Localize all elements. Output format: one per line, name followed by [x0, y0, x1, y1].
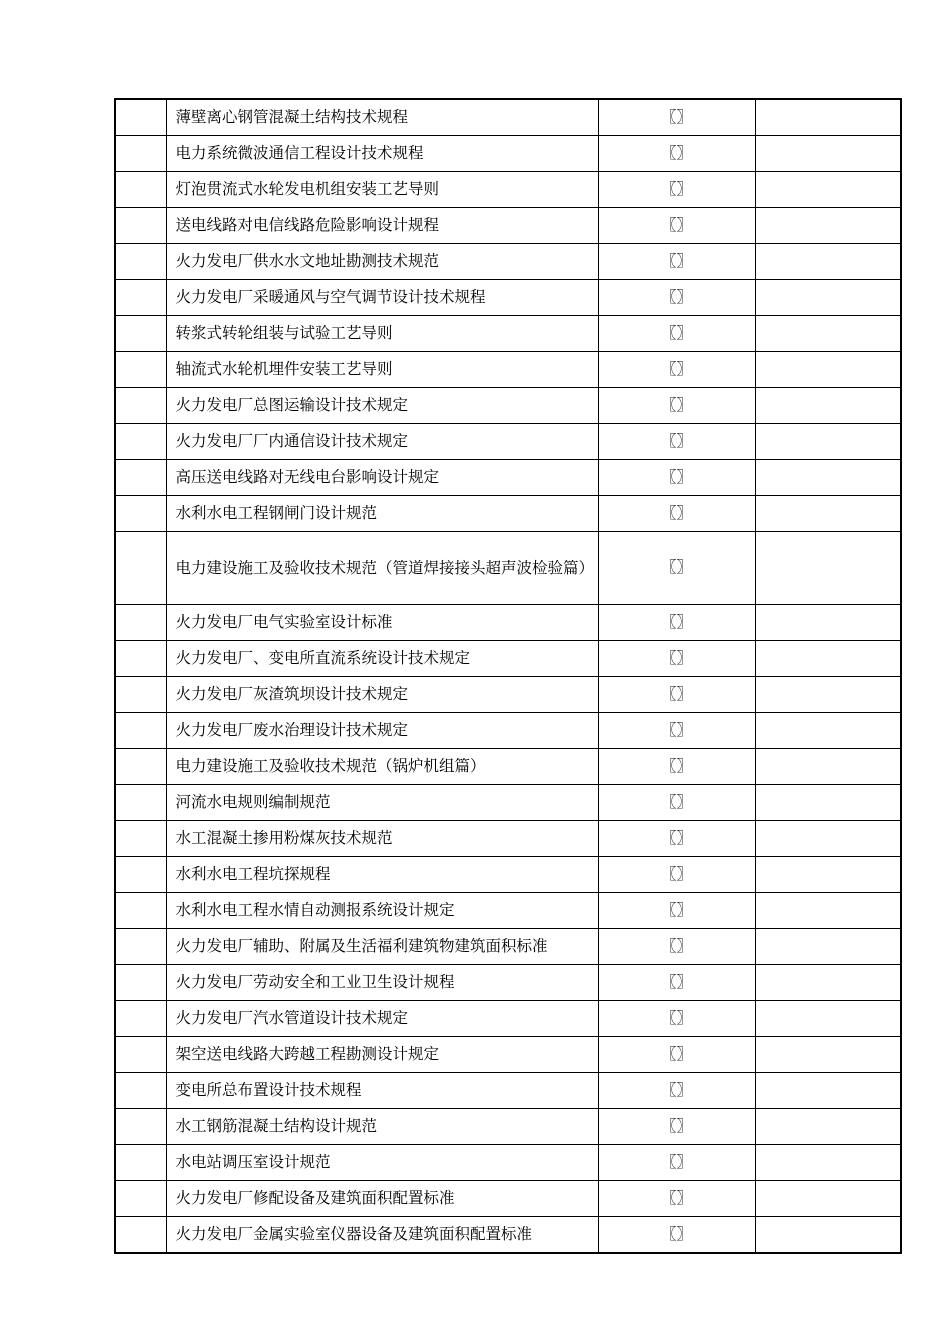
standard-code-cell: 〖〗	[598, 460, 755, 496]
table-row	[115, 1145, 901, 1181]
index-cell	[115, 1181, 166, 1217]
remark-cell	[755, 605, 901, 641]
table-row	[115, 1109, 901, 1145]
remark-cell	[755, 316, 901, 352]
standard-code-cell: 〖〗	[598, 1217, 755, 1254]
standard-name-cell: 电力建设施工及验收技术规范（锅炉机组篇）	[166, 749, 598, 785]
standard-name-cell: 火力发电厂厂内通信设计技术规定	[166, 424, 598, 460]
standards-table	[114, 98, 902, 1254]
index-cell	[115, 244, 166, 280]
index-cell	[115, 1217, 166, 1254]
index-cell	[115, 677, 166, 713]
standard-code-cell: 〖〗	[598, 496, 755, 532]
index-cell	[115, 388, 166, 424]
table-row	[115, 244, 901, 280]
standard-code-cell: 〖〗	[598, 749, 755, 785]
remark-cell	[755, 749, 901, 785]
index-cell	[115, 749, 166, 785]
standard-code-cell: 〖〗	[598, 316, 755, 352]
remark-cell	[755, 713, 901, 749]
index-cell	[115, 280, 166, 316]
standard-code-cell: 〖〗	[598, 136, 755, 172]
standard-code-cell: 〖〗	[598, 1001, 755, 1037]
table-row	[115, 929, 901, 965]
index-cell	[115, 713, 166, 749]
index-cell	[115, 929, 166, 965]
standard-name-cell: 火力发电厂辅助、附属及生活福利建筑物建筑面积标准	[166, 929, 598, 965]
standard-code-cell: 〖〗	[598, 1073, 755, 1109]
remark-cell	[755, 99, 901, 136]
index-cell	[115, 857, 166, 893]
remark-cell	[755, 821, 901, 857]
standard-code-cell: 〖〗	[598, 532, 755, 605]
index-cell	[115, 641, 166, 677]
standard-code-cell: 〖〗	[598, 99, 755, 136]
remark-cell	[755, 1073, 901, 1109]
standard-name-cell: 水电站调压室设计规范	[166, 1145, 598, 1181]
standard-code-cell: 〖〗	[598, 352, 755, 388]
standard-name-cell: 火力发电厂灰渣筑坝设计技术规定	[166, 677, 598, 713]
index-cell	[115, 532, 166, 605]
standard-code-cell: 〖〗	[598, 857, 755, 893]
standard-code-cell: 〖〗	[598, 1145, 755, 1181]
standard-code-cell: 〖〗	[598, 965, 755, 1001]
standard-name-cell: 变电所总布置设计技术规程	[166, 1073, 598, 1109]
table-row	[115, 713, 901, 749]
table-row	[115, 1001, 901, 1037]
standard-name-cell: 火力发电厂、变电所直流系统设计技术规定	[166, 641, 598, 677]
table-row	[115, 677, 901, 713]
index-cell	[115, 136, 166, 172]
index-cell	[115, 1037, 166, 1073]
remark-cell	[755, 893, 901, 929]
table-row	[115, 352, 901, 388]
standard-name-cell: 火力发电厂电气实验室设计标准	[166, 605, 598, 641]
remark-cell	[755, 1217, 901, 1254]
standard-name-cell: 灯泡贯流式水轮发电机组安装工艺导则	[166, 172, 598, 208]
index-cell	[115, 460, 166, 496]
remark-cell	[755, 677, 901, 713]
standard-name-cell: 送电线路对电信线路危险影响设计规程	[166, 208, 598, 244]
index-cell	[115, 352, 166, 388]
remark-cell	[755, 1181, 901, 1217]
remark-cell	[755, 460, 901, 496]
remark-cell	[755, 172, 901, 208]
standard-code-cell: 〖〗	[598, 1109, 755, 1145]
table-row	[115, 821, 901, 857]
remark-cell	[755, 532, 901, 605]
standard-name-cell: 火力发电厂劳动安全和工业卫生设计规程	[166, 965, 598, 1001]
table-row	[115, 532, 901, 605]
standard-code-cell: 〖〗	[598, 785, 755, 821]
standard-code-cell: 〖〗	[598, 605, 755, 641]
table-row	[115, 965, 901, 1001]
standard-name-cell: 火力发电厂供水水文地址勘测技术规范	[166, 244, 598, 280]
remark-cell	[755, 244, 901, 280]
table-row	[115, 641, 901, 677]
standard-code-cell: 〖〗	[598, 388, 755, 424]
remark-cell	[755, 136, 901, 172]
standard-code-cell: 〖〗	[598, 821, 755, 857]
standard-code-cell: 〖〗	[598, 208, 755, 244]
table-row	[115, 749, 901, 785]
table-row	[115, 280, 901, 316]
index-cell	[115, 172, 166, 208]
table-row	[115, 208, 901, 244]
index-cell	[115, 208, 166, 244]
standard-name-cell: 轴流式水轮机埋件安装工艺导则	[166, 352, 598, 388]
standard-name-cell: 水工钢筋混凝土结构设计规范	[166, 1109, 598, 1145]
standard-name-cell: 火力发电厂汽水管道设计技术规定	[166, 1001, 598, 1037]
standard-name-cell: 转浆式转轮组装与试验工艺导则	[166, 316, 598, 352]
standard-code-cell: 〖〗	[598, 893, 755, 929]
table-row	[115, 857, 901, 893]
table-row	[115, 424, 901, 460]
standard-name-cell: 火力发电厂总图运输设计技术规定	[166, 388, 598, 424]
standard-code-cell: 〖〗	[598, 424, 755, 460]
remark-cell	[755, 965, 901, 1001]
remark-cell	[755, 1109, 901, 1145]
standard-code-cell: 〖〗	[598, 1037, 755, 1073]
remark-cell	[755, 208, 901, 244]
standard-name-cell: 火力发电厂修配设备及建筑面积配置标准	[166, 1181, 598, 1217]
table-row	[115, 1073, 901, 1109]
standard-code-cell: 〖〗	[598, 929, 755, 965]
table-row	[115, 496, 901, 532]
standard-name-cell: 架空送电线路大跨越工程勘测设计规定	[166, 1037, 598, 1073]
index-cell	[115, 496, 166, 532]
remark-cell	[755, 857, 901, 893]
standard-code-cell: 〖〗	[598, 1181, 755, 1217]
table-row	[115, 893, 901, 929]
table-body	[115, 99, 901, 1253]
standard-code-cell: 〖〗	[598, 172, 755, 208]
remark-cell	[755, 929, 901, 965]
table-row	[115, 605, 901, 641]
standard-name-cell: 水利水电工程钢闸门设计规范	[166, 496, 598, 532]
remark-cell	[755, 388, 901, 424]
index-cell	[115, 99, 166, 136]
remark-cell	[755, 1037, 901, 1073]
table-row	[115, 316, 901, 352]
remark-cell	[755, 424, 901, 460]
remark-cell	[755, 1001, 901, 1037]
standard-code-cell: 〖〗	[598, 244, 755, 280]
table-row	[115, 172, 901, 208]
standard-name-cell: 薄壁离心钢管混凝土结构技术规程	[166, 99, 598, 136]
standard-name-cell: 电力系统微波通信工程设计技术规程	[166, 136, 598, 172]
table-row	[115, 99, 901, 136]
table-row	[115, 1037, 901, 1073]
table-row	[115, 1181, 901, 1217]
standard-name-cell: 水工混凝土掺用粉煤灰技术规范	[166, 821, 598, 857]
index-cell	[115, 605, 166, 641]
index-cell	[115, 1109, 166, 1145]
standard-name-cell: 电力建设施工及验收技术规范（管道焊接接头超声波检验篇）	[166, 532, 598, 605]
index-cell	[115, 1145, 166, 1181]
index-cell	[115, 424, 166, 460]
index-cell	[115, 893, 166, 929]
standard-code-cell: 〖〗	[598, 713, 755, 749]
remark-cell	[755, 496, 901, 532]
index-cell	[115, 1001, 166, 1037]
index-cell	[115, 785, 166, 821]
table-row	[115, 388, 901, 424]
remark-cell	[755, 352, 901, 388]
standard-name-cell: 火力发电厂废水治理设计技术规定	[166, 713, 598, 749]
standard-code-cell: 〖〗	[598, 280, 755, 316]
index-cell	[115, 821, 166, 857]
remark-cell	[755, 641, 901, 677]
remark-cell	[755, 1145, 901, 1181]
table-row	[115, 785, 901, 821]
table-row	[115, 136, 901, 172]
standard-code-cell: 〖〗	[598, 641, 755, 677]
table-row	[115, 460, 901, 496]
standard-name-cell: 火力发电厂金属实验室仪器设备及建筑面积配置标准	[166, 1217, 598, 1254]
table-row	[115, 1217, 901, 1254]
index-cell	[115, 316, 166, 352]
standard-code-cell: 〖〗	[598, 677, 755, 713]
standard-name-cell: 水利水电工程坑探规程	[166, 857, 598, 893]
standard-name-cell: 水利水电工程水情自动测报系统设计规定	[166, 893, 598, 929]
index-cell	[115, 1073, 166, 1109]
remark-cell	[755, 785, 901, 821]
remark-cell	[755, 280, 901, 316]
index-cell	[115, 965, 166, 1001]
standard-name-cell: 火力发电厂采暖通风与空气调节设计技术规程	[166, 280, 598, 316]
standard-name-cell: 河流水电规则编制规范	[166, 785, 598, 821]
standard-name-cell: 高压送电线路对无线电台影响设计规定	[166, 460, 598, 496]
